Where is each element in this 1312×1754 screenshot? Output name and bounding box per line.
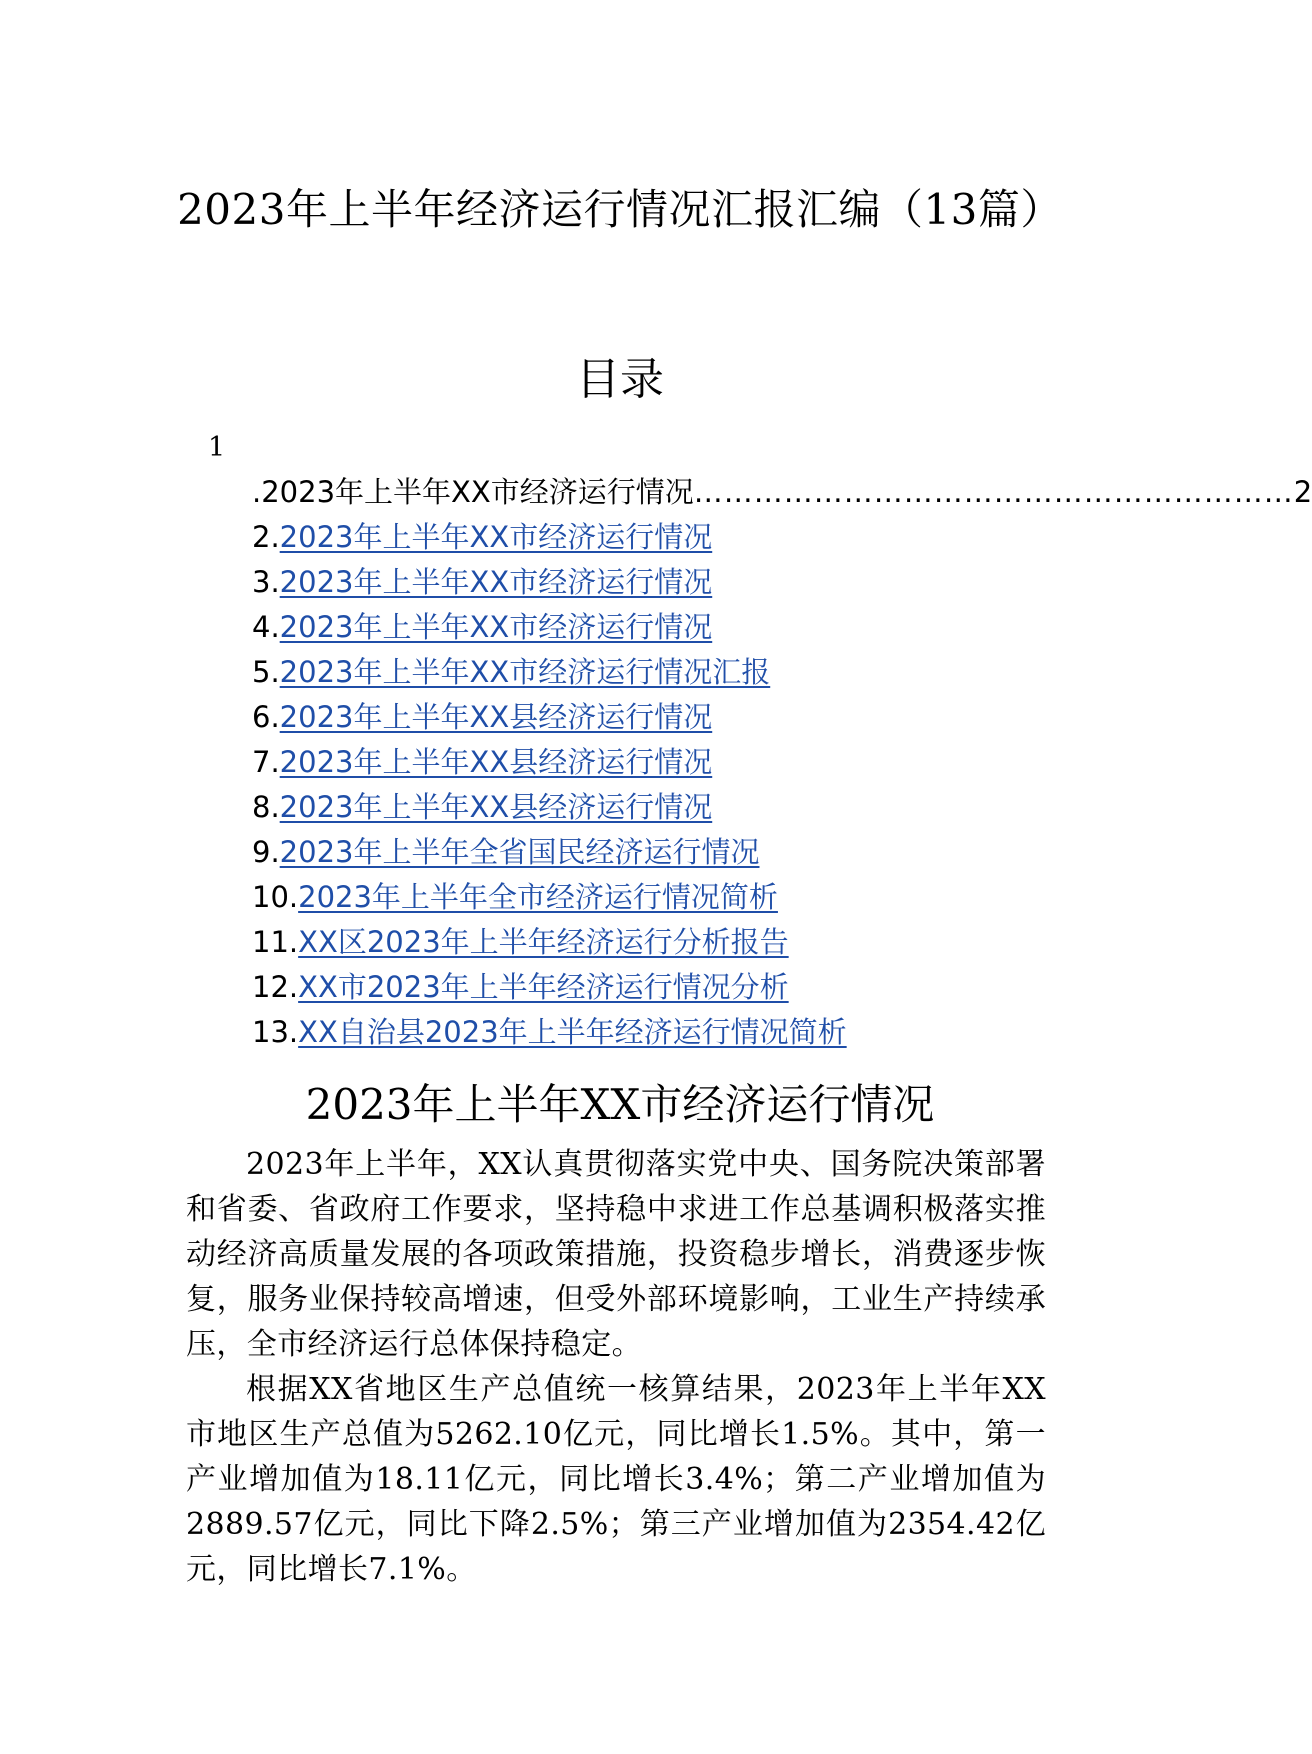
toc-item-number: 3.	[252, 565, 280, 599]
toc-item-9	[252, 830, 1052, 875]
toc-item-number: 12.	[252, 970, 299, 1004]
toc-item-number: 8.	[252, 790, 280, 824]
toc-item-6	[252, 695, 1052, 740]
toc-link[interactable]: XX区2023年上半年经济运行分析报告	[298, 925, 789, 959]
toc-link[interactable]: 2023年上半年XX县经济运行情况	[279, 700, 713, 734]
toc-item-1[interactable]	[252, 470, 1312, 515]
toc-marker: 1	[208, 432, 226, 463]
toc-item-13	[252, 1010, 1052, 1055]
toc-item-3	[252, 560, 1052, 605]
section-body	[186, 1142, 1046, 1592]
toc-item-12	[252, 965, 1052, 1010]
toc-list	[252, 470, 1312, 1055]
toc-item-number: 5.	[252, 655, 280, 689]
body-paragraph: 根据XX省地区生产总值统一核算结果，2023年上半年XX市地区生产总值为5262.10亿元，同比增长1.5%。其中，第一产业增加值为18.11亿元，同比增长3.4%；第二产业增加值为2889.57亿元，同比下降2.5%；第三产业增加值为2354.42亿元，同比增长7.1%。	[186, 1372, 1046, 1587]
toc-item-10	[252, 875, 1052, 920]
toc-link[interactable]: 2023年上半年XX市经济运行情况	[279, 610, 713, 644]
toc-item-number: 7.	[252, 745, 280, 779]
toc-item-1-label: .2023年上半年XX市经济运行情况	[252, 475, 694, 509]
toc-item-2	[252, 515, 1052, 560]
toc-link[interactable]: XX市2023年上半年经济运行情况分析	[298, 970, 789, 1004]
toc-item-number: 4.	[252, 610, 280, 644]
toc-item-number: 2.	[252, 520, 280, 554]
toc-link[interactable]: 2023年上半年XX县经济运行情况	[279, 790, 713, 824]
toc-page-number: 2	[1293, 475, 1312, 509]
toc-link[interactable]: 2023年上半年XX市经济运行情况	[279, 520, 713, 554]
toc-link[interactable]: 2023年上半年XX县经济运行情况	[279, 745, 713, 779]
toc-item-8	[252, 785, 1052, 830]
toc-item-number: 6.	[252, 700, 280, 734]
toc-link[interactable]: 2023年上半年全市经济运行情况简析	[298, 880, 778, 914]
toc-item-7	[252, 740, 1052, 785]
section-title: 2023年上半年XX市经济运行情况	[305, 1080, 935, 1129]
toc-item-number: 13.	[252, 1015, 299, 1049]
toc-link[interactable]: 2023年上半年XX市经济运行情况	[279, 565, 713, 599]
toc-item-number: 9.	[252, 835, 280, 869]
toc-item-number: 10.	[252, 880, 299, 914]
toc-item-4	[252, 605, 1052, 650]
toc-item-11	[252, 920, 1052, 965]
toc-heading: 目录	[576, 354, 664, 405]
toc-link[interactable]: 2023年上半年XX市经济运行情况汇报	[279, 655, 771, 689]
toc-item-number: 11.	[252, 925, 299, 959]
toc-leader-dots: ……………………………………………………	[693, 475, 1294, 509]
body-paragraph: 2023年上半年，XX认真贯彻落实党中央、国务院决策部署和省委、省政府工作要求，坚持稳中求进工作总基调积极落实推动经济高质量发展的各项政策措施，投资稳步增长，消费逐步恢复，服务业保持较高增速，但受外部环境影响，工业生产持续承压，全市经济运行总体保持稳定。	[186, 1147, 1046, 1362]
document-title: 2023年上半年经济运行情况汇报汇编（13篇）	[177, 185, 1063, 234]
toc-item-5	[252, 650, 1052, 695]
toc-link[interactable]: 2023年上半年全省国民经济运行情况	[279, 835, 760, 869]
toc-link[interactable]: XX自治县2023年上半年经济运行情况简析	[298, 1015, 847, 1049]
